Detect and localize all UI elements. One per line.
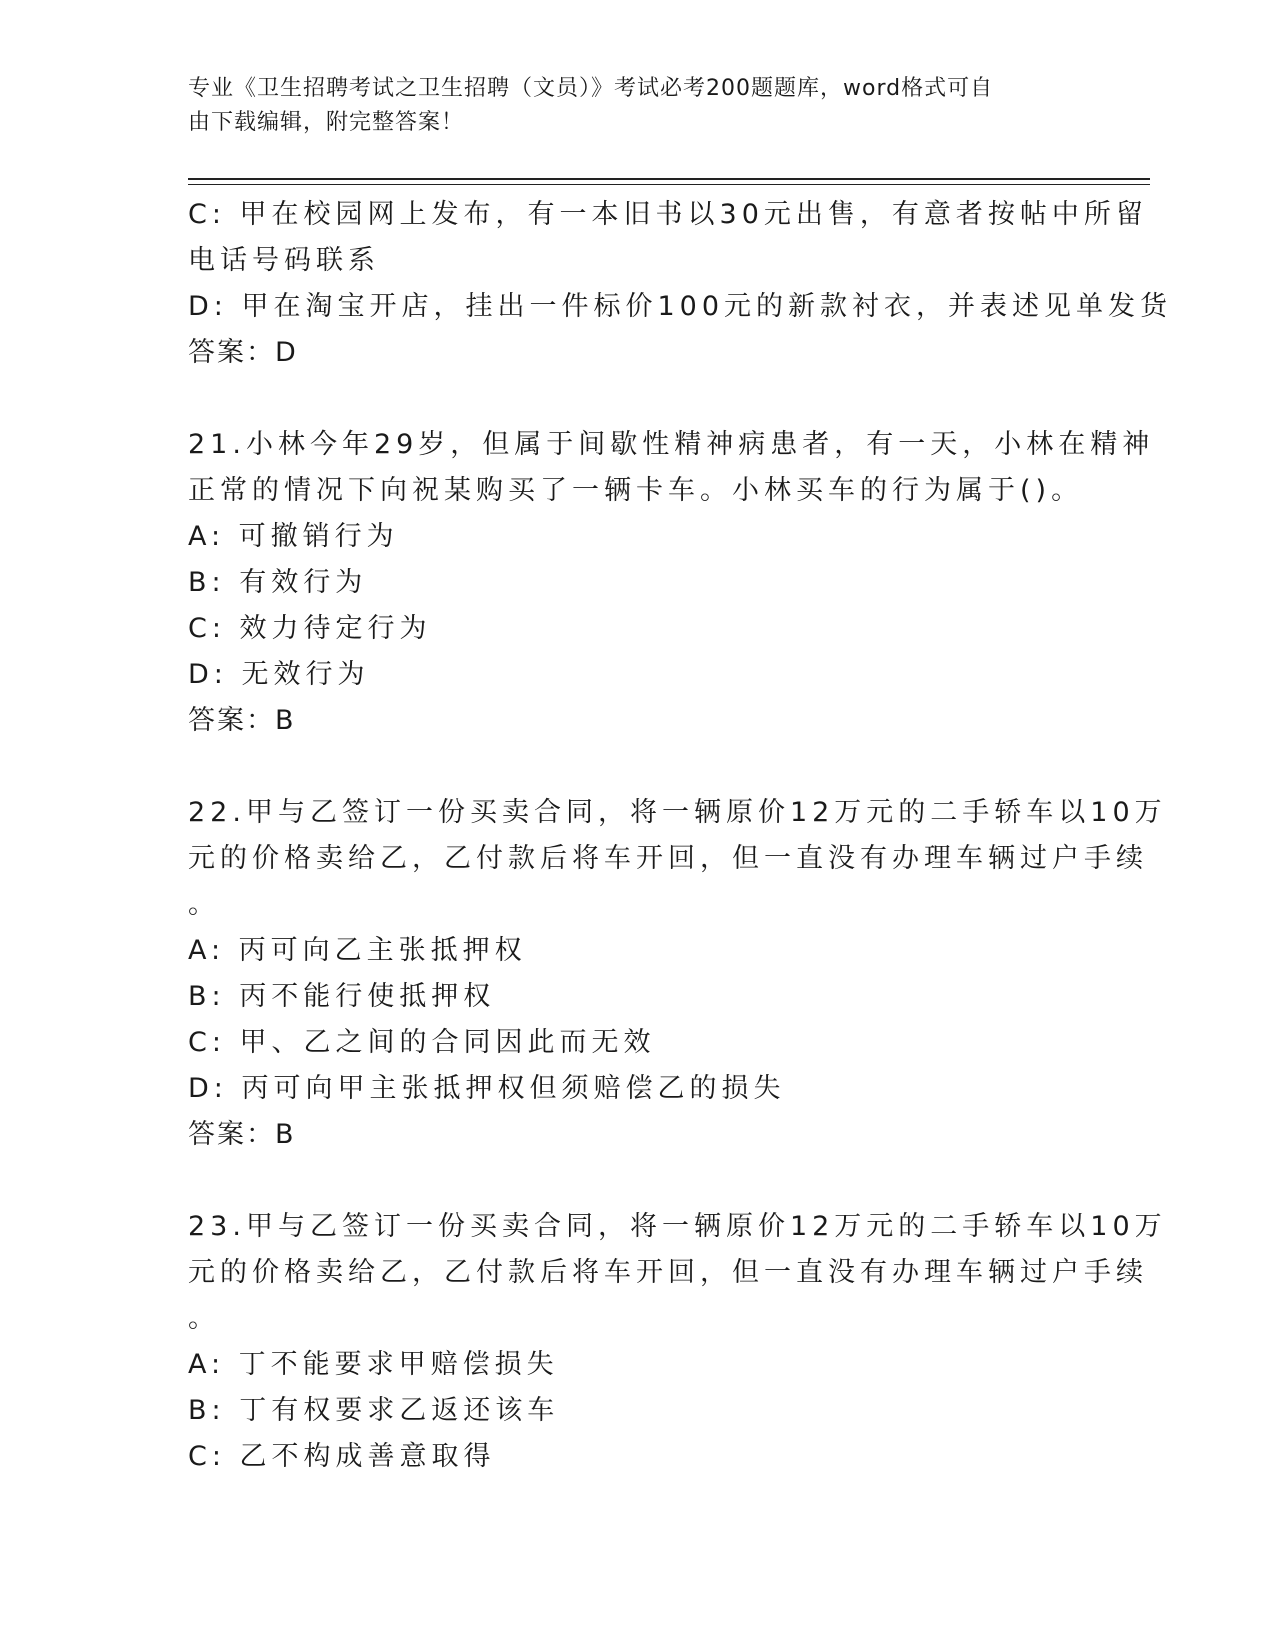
header-rule-thick: [188, 178, 1150, 180]
option-d: D: 无效行为: [188, 659, 370, 690]
document-header: [188, 72, 1068, 140]
option-a: A: 丁不能要求甲赔偿损失: [188, 1349, 559, 1380]
option-c: C: 甲、乙之间的合同因此而无效: [188, 1027, 656, 1058]
spacer: [188, 1158, 1088, 1204]
option-b: B: 有效行为: [188, 567, 368, 598]
header-rule-thin: [188, 184, 1150, 185]
option-a: A: 可撤销行为: [188, 521, 399, 552]
previous-question-tail: [188, 192, 1173, 376]
spacer: [188, 744, 1088, 790]
header-line-1: 专业《卫生招聘考试之卫生招聘（文员）》考试必考200题题库，word格式可自: [188, 76, 994, 101]
option-c: C: 乙不构成善意取得: [188, 1441, 496, 1472]
question-text: 21.小林今年29岁，但属于间歇性精神病患者，有一天，小林在精神: [188, 429, 1155, 460]
question-text-continued: 元的价格卖给乙，乙付款后将车开回，但一直没有办理车辆过户手续: [188, 843, 1148, 874]
question-content: [188, 192, 1173, 1480]
spacer: [188, 376, 1088, 422]
header-line-2: 由下载编辑，附完整答案！: [188, 110, 465, 135]
question-23: [188, 1204, 1167, 1480]
question-text-end: 。: [188, 1303, 220, 1334]
question-text: 23.甲与乙签订一份买卖合同，将一辆原价12万元的二手轿车以10万: [188, 1211, 1167, 1242]
answer: 答案：D: [188, 337, 298, 368]
question-text-continued: 正常的情况下向祝某购买了一辆卡车。小林买车的行为属于()。: [188, 475, 1084, 506]
question-text-end: 。: [188, 889, 220, 920]
option-c-continued: 电话号码联系: [188, 245, 380, 276]
question-21: [188, 422, 1155, 744]
answer: 答案：B: [188, 1119, 296, 1150]
option-b: B: 丙不能行使抵押权: [188, 981, 496, 1012]
answer: 答案：B: [188, 705, 296, 736]
option-d: D: 丙可向甲主张抵押权但须赔偿乙的损失: [188, 1073, 786, 1104]
option-c: C: 效力待定行为: [188, 613, 432, 644]
option-d: D: 甲在淘宝开店，挂出一件标价100元的新款衬衣，并表述见单发货: [188, 291, 1173, 322]
option-c: C: 甲在校园网上发布，有一本旧书以30元出售，有意者按帖中所留: [188, 199, 1148, 230]
option-b: B: 丁有权要求乙返还该车: [188, 1395, 560, 1426]
option-a: A: 丙可向乙主张抵押权: [188, 935, 527, 966]
question-text-continued: 元的价格卖给乙，乙付款后将车开回，但一直没有办理车辆过户手续: [188, 1257, 1148, 1288]
question-22: [188, 790, 1167, 1158]
question-text: 22.甲与乙签订一份买卖合同，将一辆原价12万元的二手轿车以10万: [188, 797, 1167, 828]
